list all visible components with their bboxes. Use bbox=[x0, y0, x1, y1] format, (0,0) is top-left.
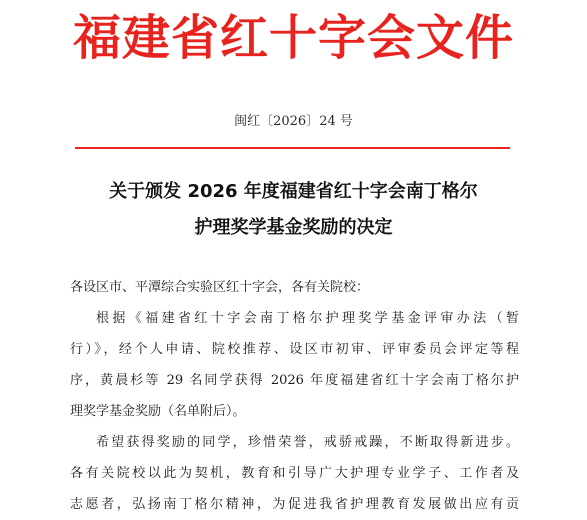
paragraph-1 bbox=[70, 303, 519, 427]
document-body bbox=[70, 272, 519, 520]
paragraph-1-line: 序，黄晨杉等 29 名同学获得 2026 年度福建省红十字会南丁格尔护 bbox=[70, 373, 519, 388]
paragraph-1-line: 行）》，经个人申请、院校推荐、设区市初审、评审委员会评定等程 bbox=[70, 342, 519, 357]
paragraph-1-line: 根据《福建省红十字会南丁格尔护理奖学基金评审办法（暂 bbox=[96, 311, 519, 326]
subject-line-1: 关于颁发 2026 年度福建省红十字会南丁格尔 bbox=[109, 181, 478, 202]
document-number: 闽红〔2026〕24 号 bbox=[234, 114, 353, 129]
subject-line-2: 护理奖学基金奖励的决定 bbox=[194, 217, 393, 238]
paragraph-2-line: 志愿者，弘扬南丁格尔精神，为促进我省护理教育发展做出应有贡 bbox=[70, 497, 519, 512]
document-header-title: 福建省红十字会文件 bbox=[72, 10, 514, 66]
paragraph-2-line: 希望获得奖励的同学，珍惜荣誉，戒骄戒躁，不断取得新进步。 bbox=[96, 435, 519, 450]
red-divider-line bbox=[75, 147, 510, 149]
document-subject bbox=[0, 174, 587, 246]
paragraph-1-line: 理奖学基金奖励（名单附后）。 bbox=[70, 404, 246, 419]
salutation: 各设区市、平潭综合实验区红十字会，各有关院校： bbox=[70, 280, 370, 295]
paragraph-2 bbox=[70, 427, 519, 520]
paragraph-2-line: 各有关院校以此为契机，教育和引导广大护理专业学子、工作者及 bbox=[70, 466, 519, 481]
